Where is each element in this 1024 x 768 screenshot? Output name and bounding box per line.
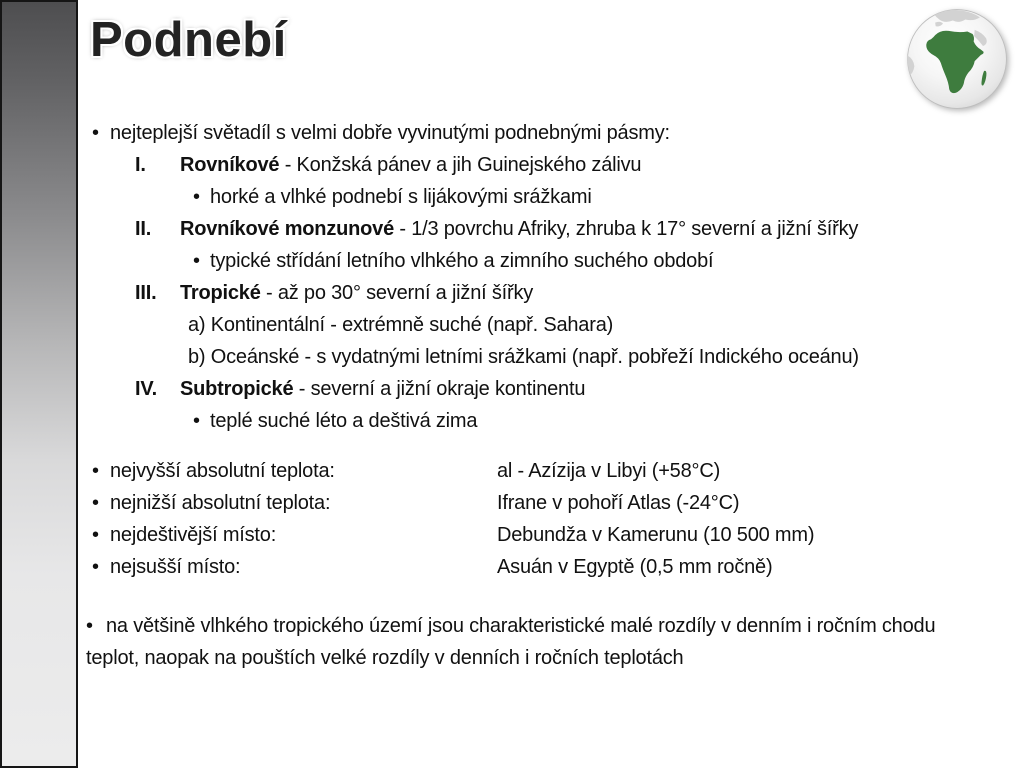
record-label: nejvyšší absolutní teplota: <box>110 460 335 482</box>
zone-detail-text: horké a vlhké podnebí s lijákovými srážkami <box>210 186 592 208</box>
zone-name: Rovníkové monzunové <box>180 218 395 240</box>
zone-numeral: IV. <box>135 378 158 400</box>
zone-text <box>180 378 585 400</box>
bullet-icon: • <box>92 460 99 482</box>
intro-bullet-line <box>86 117 1016 149</box>
closing-note <box>86 610 966 674</box>
climate-zone-line <box>86 213 1016 245</box>
record-value: Debundža v Kamerunu (10 500 mm) <box>497 524 815 546</box>
climate-zones-list <box>86 149 1016 437</box>
closing-note-text: na většině vlhkého tropického území jsou charakteristické malé rozdíly v denním i ročním chodu teplot, naopak na pouštích velké rozdíly v denních i ročních teplotách <box>86 615 936 669</box>
record-row <box>86 487 1016 519</box>
record-label: nejnižší absolutní teplota: <box>110 492 331 514</box>
zone-text <box>180 218 858 240</box>
record-value: Asuán v Egyptě (0,5 mm ročně) <box>497 556 773 578</box>
slide-body <box>86 117 1016 674</box>
record-value: al - Azízija v Libyi (+58°C) <box>497 460 721 482</box>
gradient-sidebar <box>0 0 78 768</box>
zone-numeral: I. <box>135 154 146 176</box>
africa-globe-icon <box>905 7 1009 111</box>
zone-detail-line <box>86 245 1016 277</box>
zone-detail-text: teplé suché léto a deštivá zima <box>210 410 478 432</box>
record-row <box>86 551 1016 583</box>
bullet-icon: • <box>92 524 99 546</box>
zone-detail-text: typické střídání letního vlhkého a zimního suchého období <box>210 250 714 272</box>
climate-zone-line <box>86 373 1016 405</box>
zone-description: - až po 30° severní a jižní šířky <box>266 282 534 304</box>
bullet-icon: • <box>193 410 200 432</box>
zone-detail-line <box>86 309 1016 341</box>
zone-description: - Konžská pánev a jih Guinejského zálivu <box>284 154 642 176</box>
record-label: nejdeštivější místo: <box>110 524 277 546</box>
globe-graphic <box>905 7 1009 111</box>
zone-detail-text: b) Oceánské - s vydatnými letními srážkami (např. pobřeží Indického oceánu) <box>188 346 859 368</box>
zone-description: - 1/3 povrchu Afriky, zhruba k 17° severní a jižní šířky <box>399 218 859 240</box>
zone-name: Tropické <box>180 282 261 304</box>
zone-name: Rovníkové <box>180 154 280 176</box>
records-list <box>86 455 1016 583</box>
climate-zone-line <box>86 149 1016 181</box>
bullet-icon: • <box>92 122 99 144</box>
bullet-icon: • <box>193 186 200 208</box>
record-row <box>86 519 1016 551</box>
record-value: Ifrane v pohoří Atlas (-24°C) <box>497 492 740 514</box>
zone-name: Subtropické <box>180 378 294 400</box>
intro-text: nejteplejší světadíl s velmi dobře vyvinutými podnebnými pásmy: <box>110 122 670 144</box>
zone-detail-line <box>86 181 1016 213</box>
bullet-icon: • <box>193 250 200 272</box>
zone-detail-line <box>86 405 1016 437</box>
record-row <box>86 455 1016 487</box>
slide-title: Podnebí <box>90 13 287 67</box>
zone-detail-line <box>86 341 1016 373</box>
zone-numeral: III. <box>135 282 157 304</box>
record-label: nejsušší místo: <box>110 556 241 578</box>
zone-description: - severní a jižní okraje kontinentu <box>298 378 586 400</box>
bullet-icon: • <box>86 615 93 637</box>
zone-numeral: II. <box>135 218 152 240</box>
bullet-icon: • <box>92 556 99 578</box>
zone-text <box>180 282 533 304</box>
zone-text <box>180 154 641 176</box>
zone-detail-text: a) Kontinentální - extrémně suché (např. Sahara) <box>188 314 614 336</box>
climate-zone-line <box>86 277 1016 309</box>
bullet-icon: • <box>92 492 99 514</box>
